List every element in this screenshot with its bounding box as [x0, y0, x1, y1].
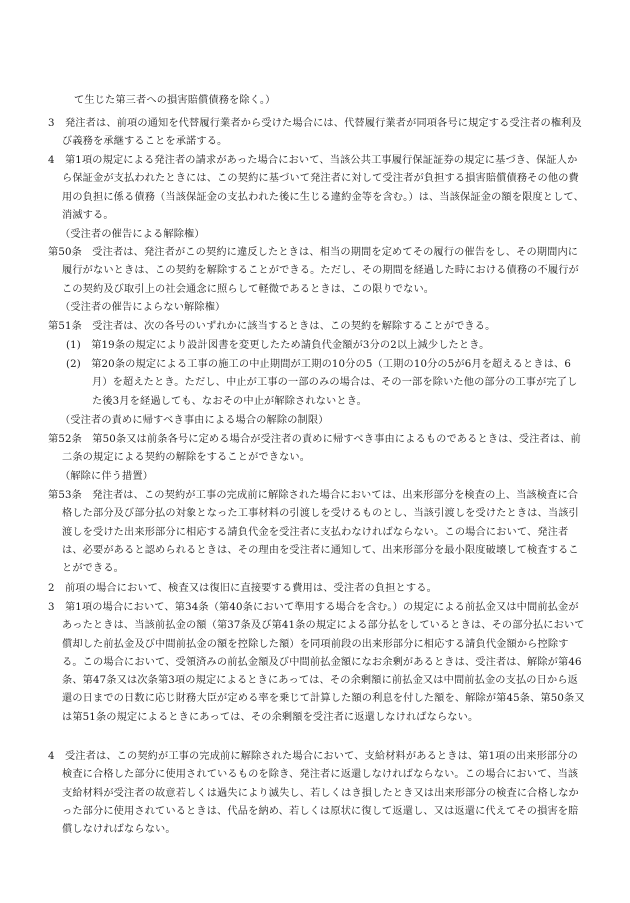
article-52: 第52条 第50条又は前条各号に定める場合が受注者の責めに帰すべき事由によるものであるときは、受注者は、前二条の規定による契約の解除をすることができない。: [48, 434, 581, 464]
article-51-item-1: (1) 第19条の規定により設計図書を変更したため請負代金額が3分の2以上減少したとき。: [66, 340, 490, 351]
paragraph-49-3: 3 発注者は、前項の通知を代替履行業者から受けた場合には、代替履行業者が同項各号に規定する受注者の権利及び義務を承継することを承諾する。: [48, 118, 582, 148]
article-53-4: 4 受注者は、この契約が工事の完成前に解除された場合において、支給材料があるときは、第1項の出来形部分の検査に合格した部分に使用されているものを除き、発注者に返還しなければならない。この場合において、当該支給材料が受注者の故意若しくは過失により滅失し、若しくはき損したとき又は出来形部分の検査に合格しなかった部分に使用されているときは、代品を納め、若しくは原状に復して返還し、又は返還に代えてその損害を賠償しなければならない。: [48, 751, 579, 835]
article-51: 第51条 受注者は、次の各号のいずれかに該当するときは、この契約を解除することができる。: [48, 321, 496, 332]
paragraph-continuation: て生じた第三者への損害賠償債務を除く。）: [74, 95, 276, 106]
article-51-item-2: (2) 第20条の規定による工事の施工の中止期間が工期の10分の5（工期の10分の5が6月を超えるときは、6月）を超えたとき。ただし、中止が工事の一部のみの場合は、その一部を除いた他の部分の工事が完了した後3月を経過しても、なおその中止が解除されないとき。: [66, 359, 578, 407]
caption-art51: （受注者の催告によらない解除権）: [60, 302, 226, 313]
paragraph-49-4: 4 第1項の規定による発注者の請求があった場合において、当該公共工事履行保証証券の規定に基づき、保証人から保証金が支払われたときには、この契約に基づいて発注者に対して受注者が負担する損害賠償債務その他の費用の負担に係る債務（当該保証金の支払われた後に生じる違約金等を含む。）は、当該保証金の額を限度として、消滅する。: [48, 155, 584, 221]
article-53: 第53条 発注者は、この契約が工事の完成前に解除された場合においては、出来形部分を検査の上、当該検査に合格した部分及び部分払の対象となった工事材料の引渡しを受けるものとし、当該引渡しを受けたときは、当該引渡しを受けた出来形部分に相応する請負代金を受注者に支払わなければならない。この場合において、発注者は、必要があると認められるときは、その理由を受注者に通知して、出来形部分を最小限度破壊して検査することができる。: [48, 490, 579, 574]
caption-art53: （解除に伴う措置）: [60, 471, 154, 482]
article-53-3: 3 第1項の場合において、第34条（第40条において準用する場合を含む。）の規定による前払金又は中間前払金があったときは、当該前払金の額（第37条及び第41条の規定による部分払をしているときは、その部分払において償却した前払金及び中間前払金の額を控除した額）を同項前段の出来形部分に相応する請負代金額から控除する。この場合において、受領済みの前払金額及び中間前払金額になお余剰があるときは、受注者は、解除が第46条、第47条又は次条第3項の規定によるときにあっては、その余剰額に前払金又は中間前払金の支払の日から返還の日までの日数に応じ財務大臣が定める率を乗じて計算した額の利息を付した額を、解除が第45条、第50条又は第51条の規定によるときにあっては、その余剰額を受注者に返還しなければならない。: [48, 602, 585, 723]
caption-art50: （受注者の催告による解除権）: [60, 229, 205, 240]
article-53-2: 2 前項の場合において、検査又は復旧に直接要する費用は、受注者の負担とする。: [48, 583, 437, 594]
article-50: 第50条 受注者は、発注者がこの契約に違反したときは、相当の期間を定めてその履行の催告をし、その期間内に履行がないときは、この契約を解除することができる。ただし、その期間を経過した時における債務の不履行がこの契約及び取引上の社会通念に照らして軽微であるときは、この限りでない。: [48, 247, 579, 295]
caption-art52: （受注者の責めに帰すべき事由による場合の解除の制限）: [60, 415, 329, 426]
